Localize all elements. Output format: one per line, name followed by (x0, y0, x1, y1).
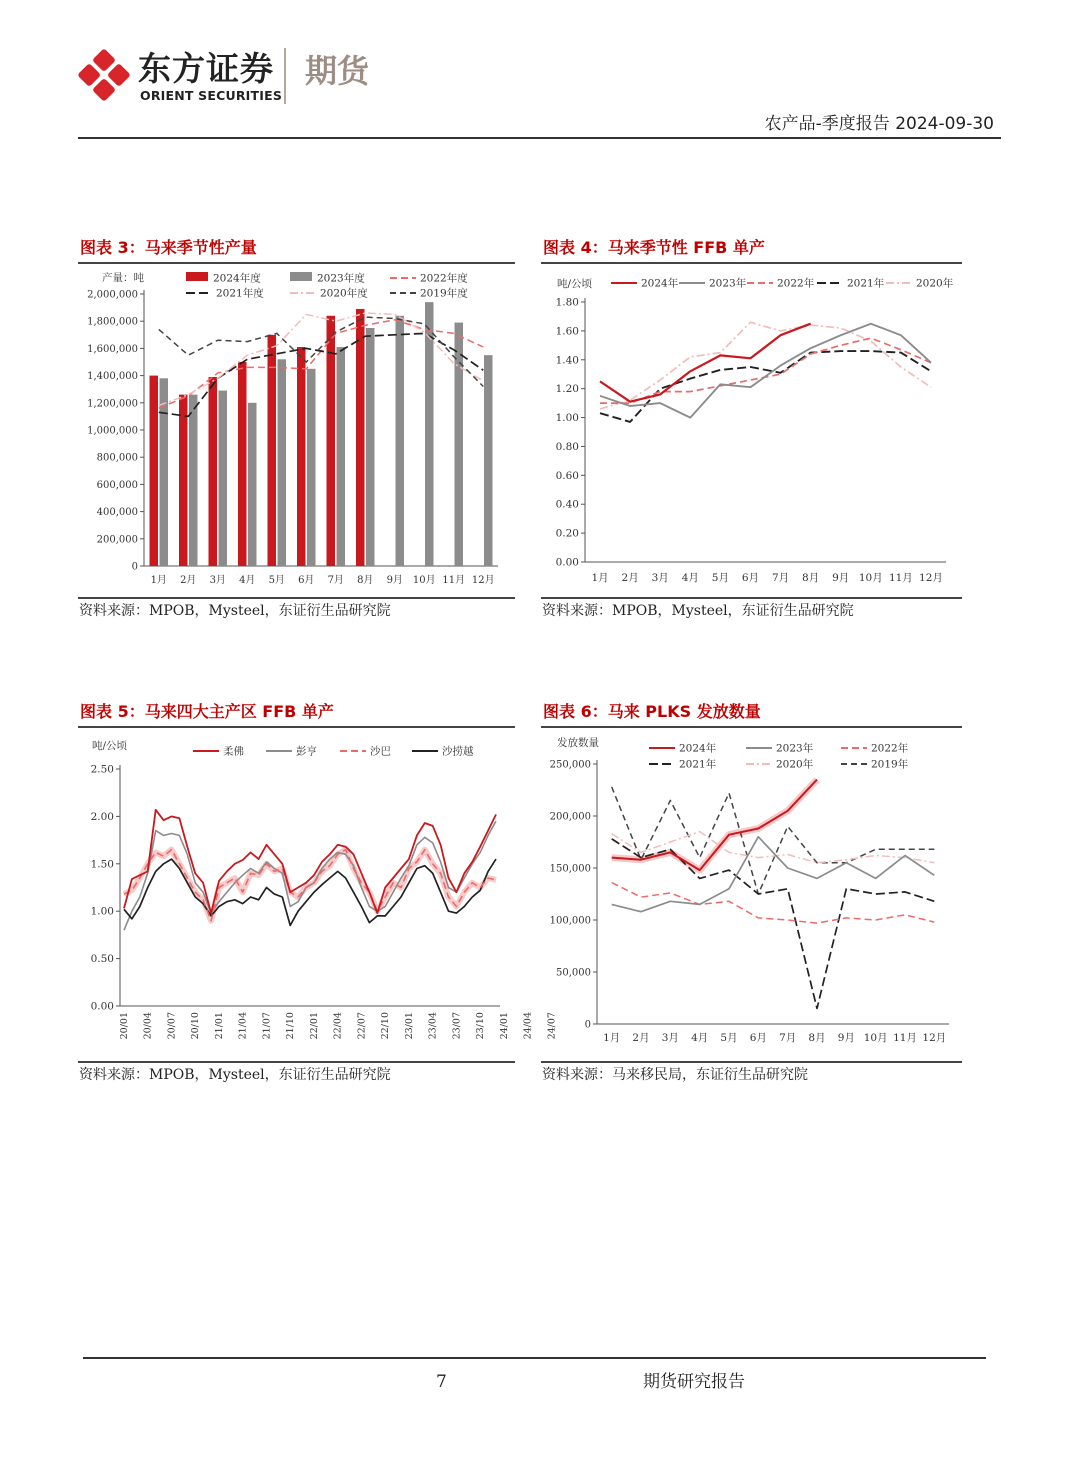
chart-6-y-label: 发放数量 (557, 737, 599, 749)
chart-6-y-tick-label: 200,000 (549, 811, 591, 823)
chart-5-source: 资料来源：MPOB，Mysteel，东证衍生品研究院 (79, 1067, 391, 1083)
chart-3-source: 资料来源：MPOB，Mysteel，东证衍生品研究院 (79, 603, 391, 619)
chart-6-x-tick-label: 8月 (808, 1032, 826, 1044)
chart-3-legend-label: 2019年度 (420, 287, 468, 300)
chart-4-x-tick-label: 9月 (832, 572, 850, 584)
chart-4-y-tick-label: 1.20 (555, 383, 579, 396)
chart-3-series-line (159, 320, 484, 408)
chart-3-x-tick-label: 5月 (268, 575, 285, 586)
report-tag: 农产品-季度报告 (764, 114, 890, 134)
chart-6-x-tick-label: 11月 (893, 1032, 917, 1044)
chart-6-source: 资料来源：马来移民局，东证衍生品研究院 (542, 1067, 808, 1083)
chart-3-y-tick-label: 1,400,000 (87, 371, 138, 383)
chart-3-y-tick-label: 400,000 (96, 507, 138, 519)
chart-3-y-tick-label: 1,600,000 (87, 343, 138, 355)
chart-3-x-tick-label: 11月 (442, 575, 466, 586)
chart-6-x-tick-label: 2月 (632, 1032, 650, 1044)
chart-6-x-tick-label: 10月 (863, 1032, 888, 1044)
chart-3-y-label: 产量：吨 (102, 272, 144, 284)
orient-logo-icon (78, 46, 130, 104)
footer-rule (83, 1357, 986, 1359)
chart-6-x-tick-label: 6月 (749, 1032, 767, 1044)
chart-3-legend-swatch (290, 272, 312, 281)
chart-4-x-tick-label: 12月 (919, 572, 943, 584)
chart-5-x-tick-label: 21/10 (285, 1012, 297, 1040)
chart-3-bar (278, 359, 287, 566)
brand-name-en: ORIENT SECURITIES (140, 88, 283, 103)
chart-4-x-tick-label: 8月 (802, 572, 820, 584)
chart-3-y-tick-label: 600,000 (96, 479, 138, 491)
chart-4-legend-label: 2023年 (709, 277, 747, 290)
report-date: 2024-09-30 (895, 114, 994, 134)
chart-3-bar (209, 377, 218, 566)
chart-3-bar (356, 309, 365, 566)
chart-6-y-tick-label: 100,000 (549, 915, 591, 927)
chart-3-x-tick-label: 9月 (386, 575, 403, 586)
chart-4-y-tick-label: 0.20 (555, 527, 579, 540)
chart-3-legend-label: 2023年度 (317, 272, 365, 285)
chart-3-source-rule (78, 597, 515, 599)
chart-4-x-tick-label: 10月 (858, 572, 883, 584)
chart-6-series-line (612, 839, 935, 1009)
page-number: 7 (436, 1372, 447, 1392)
chart-4-ffb-yield (541, 264, 963, 596)
chart-3-x-tick-label: 2月 (180, 575, 197, 586)
chart-3-bar (189, 395, 198, 566)
chart-4-y-tick-label: 1.60 (555, 325, 579, 338)
chart-6-x-tick-label: 3月 (661, 1032, 679, 1044)
header-rule (78, 137, 1001, 139)
chart-3-bar (425, 302, 434, 566)
chart-3-bar (219, 391, 228, 566)
chart-4-x-tick-label: 7月 (771, 572, 790, 584)
chart-6-x-tick-label: 7月 (779, 1032, 797, 1044)
chart-6-y-tick-label: 0 (584, 1019, 591, 1031)
chart-5-legend-label: 沙捞越 (442, 745, 474, 758)
chart-3-production (78, 264, 516, 596)
chart-3-x-tick-label: 6月 (298, 575, 315, 586)
chart-6-x-tick-label: 9月 (837, 1032, 855, 1044)
chart-5-legend-label: 柔佛 (223, 745, 244, 758)
chart-3-bar (396, 316, 405, 566)
chart-4-x-tick-label: 3月 (651, 572, 669, 584)
chart-3-x-tick-label: 12月 (471, 575, 495, 586)
chart-3-y-tick-label: 2,000,000 (87, 289, 138, 301)
chart-5-y-tick-label: 2.00 (90, 810, 114, 823)
chart-5-x-tick-label: 20/07 (166, 1012, 178, 1040)
chart-5-x-tick-label: 20/10 (190, 1012, 202, 1040)
chart-3-bar (337, 347, 346, 566)
chart-4-y-tick-label: 1.80 (555, 296, 579, 309)
chart-4-y-tick-label: 1.40 (555, 354, 579, 367)
chart-5-y-tick-label: 1.00 (90, 905, 114, 918)
chart-4-y-tick-label: 0.00 (555, 556, 579, 569)
chart-4-y-tick-label: 1.00 (555, 412, 579, 425)
chart-4-x-tick-label: 11月 (888, 572, 913, 584)
chart-5-x-tick-label: 24/04 (522, 1012, 534, 1040)
chart-3-x-tick-label: 1月 (150, 575, 167, 586)
chart-6-legend-label: 2020年 (776, 758, 814, 771)
chart-3-legend-label: 2024年度 (213, 272, 261, 285)
chart-3-bar (268, 335, 277, 566)
chart-4-y-tick-label: 0.40 (555, 498, 579, 511)
report-header (765, 112, 994, 136)
chart-3-legend-swatch (186, 272, 208, 281)
chart-4-series-line (600, 324, 811, 402)
chart-5-source-rule (78, 1061, 515, 1063)
chart-5-x-tick-label: 21/04 (237, 1012, 249, 1040)
chart-5-x-tick-label: 23/01 (403, 1012, 415, 1040)
chart-3-y-tick-label: 0 (131, 561, 138, 573)
chart-4-legend-label: 2024年 (641, 277, 679, 290)
chart-5-y-tick-label: 0.50 (90, 953, 114, 966)
brand-divider (284, 48, 286, 104)
footer-label: 期货研究报告 (643, 1372, 745, 1392)
chart-5-x-tick-label: 22/04 (332, 1012, 344, 1040)
chart-5-legend-label: 彭亨 (296, 745, 317, 758)
chart-4-x-tick-label: 4月 (681, 572, 699, 584)
chart-6-x-tick-label: 12月 (922, 1032, 947, 1044)
chart-3-bar (297, 347, 306, 566)
chart-4-legend-label: 2021年 (847, 277, 885, 290)
chart-5-y-label: 吨/公顷 (92, 740, 128, 752)
chart-4-x-tick-label: 1月 (591, 572, 609, 584)
chart-4-legend-label: 2020年 (916, 277, 954, 290)
chart-4-y-label: 吨/公顷 (557, 278, 593, 290)
chart-4-legend-label: 2022年 (777, 277, 815, 290)
chart-6-x-tick-label: 5月 (720, 1032, 738, 1044)
chart-4-x-tick-label: 5月 (711, 572, 729, 584)
chart-6-legend-label: 2023年 (776, 742, 814, 755)
chart-6-legend-label: 2024年 (679, 742, 717, 755)
chart-4-y-tick-label: 0.60 (555, 469, 579, 482)
chart-3-bar (366, 328, 375, 566)
chart-3-y-tick-label: 1,000,000 (87, 425, 138, 437)
chart-4-y-tick-label: 0.80 (555, 440, 579, 453)
chart-6-series-line (612, 883, 935, 924)
chart-6-x-tick-label: 4月 (691, 1032, 709, 1044)
chart-6-source-rule (541, 1061, 962, 1063)
chart-3-legend-label: 2020年度 (320, 287, 368, 300)
chart-5-regional-ffb-yield (78, 728, 558, 1060)
chart-5-x-tick-label: 23/07 (451, 1012, 463, 1040)
chart-5-x-tick-label: 21/01 (213, 1012, 225, 1040)
chart-6-legend-label: 2021年 (679, 758, 717, 771)
chart-3-y-tick-label: 800,000 (96, 452, 138, 464)
chart-5-y-tick-label: 2.50 (90, 763, 114, 776)
chart-4-x-tick-label: 2月 (621, 572, 639, 584)
chart-3-bar (307, 369, 316, 566)
chart-6-y-tick-label: 50,000 (556, 967, 591, 979)
chart-4-title: 图表 4：马来季节性 FFB 单产 (543, 238, 765, 257)
chart-3-y-tick-label: 1,200,000 (87, 398, 138, 410)
chart-3-series-line (159, 313, 484, 406)
chart-3-bar (150, 376, 159, 566)
chart-5-x-tick-label: 23/10 (475, 1012, 487, 1040)
chart-5-x-tick-label: 22/10 (380, 1012, 392, 1040)
chart-3-y-tick-label: 1,800,000 (87, 316, 138, 328)
chart-5-x-tick-label: 21/07 (261, 1012, 273, 1040)
chart-3-bar (179, 395, 188, 566)
chart-5-x-tick-label: 22/01 (308, 1012, 320, 1040)
chart-6-series-line (612, 787, 935, 894)
chart-3-title: 图表 3：马来季节性产量 (80, 238, 257, 257)
chart-6-x-tick-label: 1月 (603, 1032, 621, 1044)
chart-5-x-tick-label: 24/01 (498, 1012, 510, 1040)
chart-5-y-tick-label: 0.00 (90, 1000, 114, 1013)
chart-3-bar (248, 403, 257, 566)
chart-6-title: 图表 6：马来 PLKS 发放数量 (543, 702, 761, 721)
chart-5-x-tick-label: 22/07 (356, 1012, 368, 1040)
chart-3-x-tick-label: 10月 (412, 575, 436, 586)
chart-5-legend-label: 沙巴 (370, 745, 391, 758)
chart-6-series-line (612, 837, 935, 912)
chart-5-x-tick-label: 20/04 (142, 1012, 154, 1040)
brand-subtitle: 期货 (305, 52, 370, 90)
chart-5-x-tick-label: 23/04 (427, 1012, 439, 1040)
chart-3-y-tick-label: 200,000 (96, 534, 138, 546)
chart-4-source-rule (541, 597, 962, 599)
chart-5-title: 图表 5：马来四大主产区 FFB 单产 (80, 702, 334, 721)
chart-3-legend-label: 2022年度 (420, 272, 468, 285)
chart-3-legend-label: 2021年度 (216, 287, 264, 300)
chart-5-x-tick-label: 20/01 (119, 1012, 130, 1040)
chart-3-bar (238, 362, 247, 566)
chart-6-legend-label: 2019年 (871, 758, 909, 771)
chart-4-source: 资料来源：MPOB，Mysteel，东证衍生品研究院 (542, 603, 854, 619)
chart-5-x-tick-label: 24/07 (546, 1012, 558, 1040)
chart-4-x-tick-label: 6月 (741, 572, 760, 584)
chart-3-x-tick-label: 4月 (239, 575, 256, 586)
brand-name-cn: 东方证券 (138, 49, 274, 88)
chart-3-x-tick-label: 7月 (327, 575, 344, 586)
chart-3-x-tick-label: 8月 (357, 575, 374, 586)
chart-6-y-tick-label: 150,000 (549, 863, 591, 875)
chart-6-y-tick-label: 250,000 (549, 759, 591, 771)
chart-6-plks-permits (541, 728, 963, 1060)
chart-5-y-tick-label: 1.50 (90, 858, 114, 871)
chart-3-bar (484, 355, 493, 566)
chart-6-legend-label: 2022年 (871, 742, 909, 755)
chart-3-x-tick-label: 3月 (209, 575, 226, 586)
